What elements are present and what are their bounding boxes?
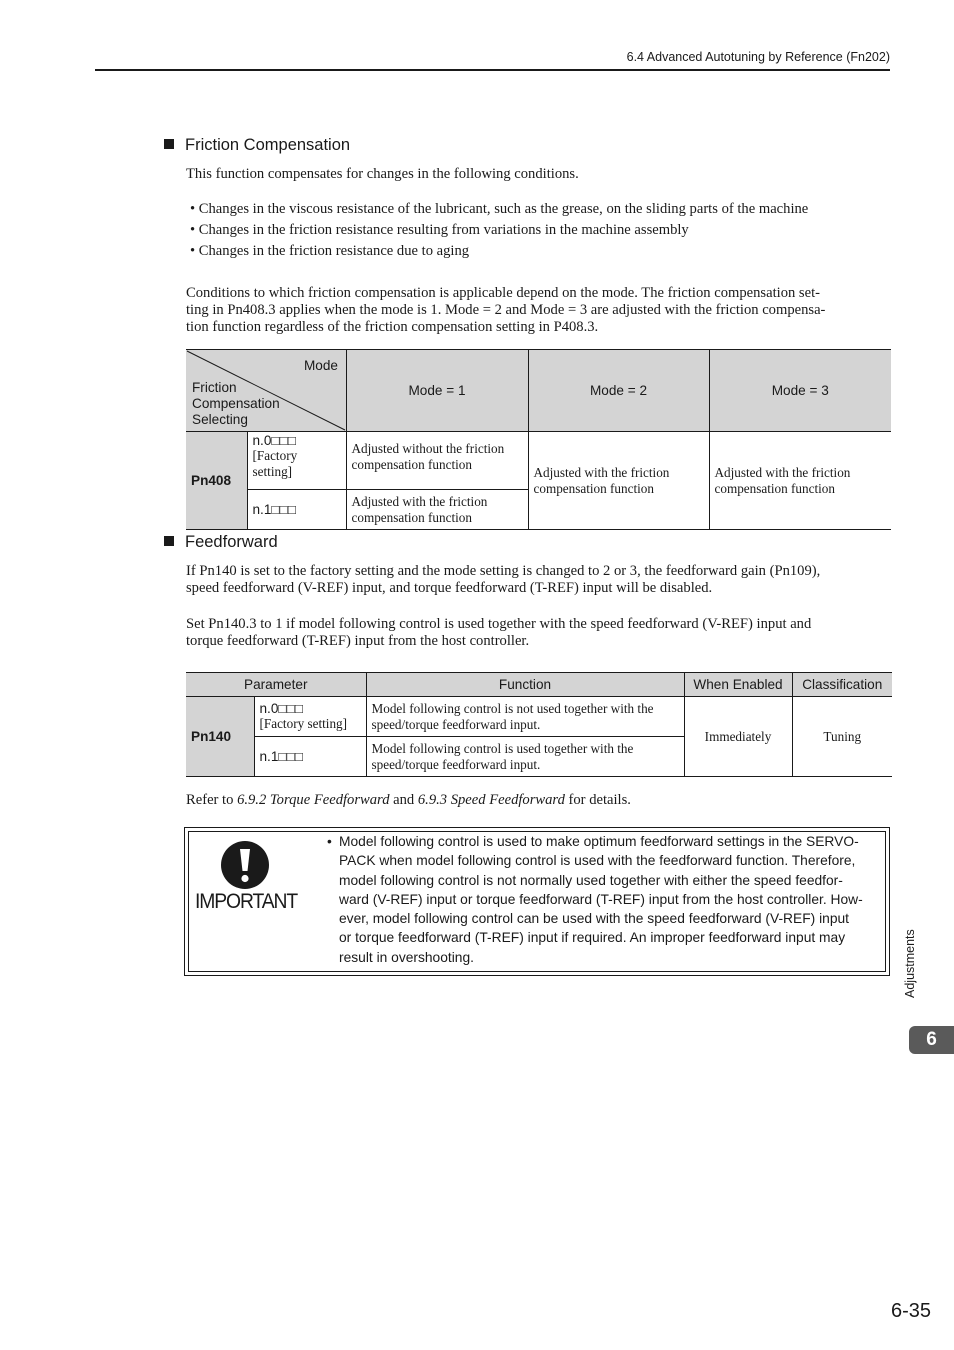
cell-line: Adjusted with the friction <box>351 493 488 509</box>
pn140-table <box>186 672 892 777</box>
corner-line: Friction <box>192 380 237 395</box>
important-text <box>339 832 883 967</box>
para-line: Set Pn140.3 to 1 if model following control is used together with the speed feedforward (V-REF) input and <box>186 616 812 632</box>
cell-line: Adjusted with the friction <box>533 464 670 480</box>
corner-selecting-label <box>192 380 280 428</box>
running-header: 6.4 Advanced Autotuning by Reference (Fn202) <box>626 50 890 64</box>
square-bullet-icon <box>164 536 174 546</box>
speed-feedforward-reference: 6.9.3 Speed Feedforward <box>417 792 565 808</box>
square-bullet-icon <box>164 139 174 149</box>
important-line: ever, model following control can be used with the speed feedforward (V-REF) input <box>339 911 849 927</box>
page-number: 6-35 <box>890 1300 931 1322</box>
mode-corner-cell <box>186 350 346 432</box>
cell-line: compensation function <box>533 480 654 496</box>
friction-conditions <box>186 285 891 336</box>
mode-3-header: Mode = 3 <box>709 350 891 432</box>
pn408-mode2 <box>528 432 709 530</box>
important-line: ward (V-REF) input or torque feedforward (T-REF) input from the host controller. How- <box>339 891 863 907</box>
corner-line: Compensation <box>192 396 280 411</box>
friction-bullet-1: • Changes in the viscous resistance of the lubricant, such as the grease, on the sliding parts of the machine <box>190 201 809 217</box>
friction-bullet-2: • Changes in the friction resistance resulting from variations in the machine assembly <box>190 222 689 238</box>
feedforward-heading-text: Feedforward <box>185 533 278 551</box>
important-line: result in overshooting. <box>339 949 474 965</box>
important-bullet: • <box>327 834 332 849</box>
factory-note: setting] <box>252 464 293 479</box>
friction-bullet-3: • Changes in the friction resistance due to aging <box>190 243 470 259</box>
cell-line: Model following control is not used together with the <box>371 700 654 716</box>
refer-prefix: Refer to <box>186 792 238 808</box>
pn408-param: Pn408 <box>186 432 247 530</box>
pn140-param: Pn140 <box>186 697 254 777</box>
important-box <box>184 827 890 976</box>
pn140-when-enabled: Immediately <box>684 697 792 777</box>
pn408-0-mode1 <box>346 432 528 490</box>
important-label: IMPORTANT <box>195 890 298 913</box>
factory-note: [Factory setting] <box>259 716 348 731</box>
friction-heading <box>164 136 350 155</box>
chapter-tab: 6 <box>909 1026 954 1054</box>
setting-code: n.0□□□ <box>259 701 304 716</box>
refer-suffix: for details. <box>564 792 631 808</box>
important-line: model following control is not normally used together with either the speed feedfor- <box>339 872 843 888</box>
mode-2-header: Mode = 2 <box>528 350 709 432</box>
refer-line <box>186 792 891 809</box>
header-rule <box>95 69 890 71</box>
friction-intro: This function compensates for changes in the following conditions. <box>186 166 579 182</box>
header-when-enabled: When Enabled <box>684 673 792 697</box>
cell-line: speed/torque feedforward input. <box>371 716 541 732</box>
conditions-line: tion function regardless of the friction compensation setting in P408.3. <box>186 319 599 335</box>
para-line: speed feedforward (V-REF) input, and torque feedforward (T-REF) input will be disabled. <box>186 580 713 596</box>
important-line: Model following control is used to make optimum feedforward settings in the SERVO- <box>339 834 859 849</box>
refer-mid: and <box>389 792 418 808</box>
pn408-setting-1: n.1□□□ <box>247 490 346 530</box>
cell-line: Model following control is used together with the <box>371 740 634 756</box>
feedforward-heading <box>164 533 278 552</box>
side-chapter-label: Adjustments <box>903 929 917 998</box>
cell-line: Adjusted with the friction <box>714 464 851 480</box>
feedforward-para-2 <box>186 616 891 650</box>
conditions-line: ting in Pn408.3 applies when the mode is 1. Mode = 2 and Mode = 3 are adjusted with the friction compensa- <box>186 302 826 318</box>
cell-line: speed/torque feedforward input. <box>371 756 541 772</box>
corner-mode-label: Mode <box>303 358 338 373</box>
cell-line: compensation function <box>714 480 835 496</box>
header-classification: Classification <box>792 673 892 697</box>
header-function: Function <box>366 673 684 697</box>
pn140-classification: Tuning <box>792 697 892 777</box>
torque-feedforward-reference: 6.9.2 Torque Feedforward <box>237 792 390 808</box>
pn408-setting-0 <box>247 432 346 490</box>
cell-line: compensation function <box>351 509 472 525</box>
pn140-0-function <box>366 697 684 737</box>
pn140-1-function <box>366 737 684 777</box>
para-line: torque feedforward (T-REF) input from the host controller. <box>186 633 530 649</box>
friction-mode-table <box>186 349 891 530</box>
pn140-setting-1: n.1□□□ <box>254 737 366 777</box>
para-line: If Pn140 is set to the factory setting and the mode setting is changed to 2 or 3, the feedforward gain (Pn109), <box>186 563 821 579</box>
feedforward-para-1 <box>186 563 891 597</box>
friction-heading-text: Friction Compensation <box>185 136 351 154</box>
setting-code: n.0□□□ <box>252 433 297 448</box>
important-line: or torque feedforward (T-REF) input if required. An improper feedforward input may <box>339 930 846 946</box>
header-parameter: Parameter <box>186 673 366 697</box>
factory-note: [Factory <box>252 448 298 463</box>
pn140-setting-0 <box>254 697 366 737</box>
pn408-mode3 <box>709 432 891 530</box>
pn408-1-mode1 <box>346 490 528 530</box>
corner-line: Selecting <box>192 412 248 427</box>
cell-line: compensation function <box>351 457 472 472</box>
mode-1-header: Mode = 1 <box>346 350 528 432</box>
exclamation-icon <box>220 840 270 890</box>
cell-line: Adjusted without the friction <box>351 441 505 456</box>
conditions-line: Conditions to which friction compensation is applicable depend on the mode. The friction compensation set- <box>186 285 821 301</box>
important-line: PACK when model following control is used with the feedforward function. Therefore, <box>339 853 856 869</box>
